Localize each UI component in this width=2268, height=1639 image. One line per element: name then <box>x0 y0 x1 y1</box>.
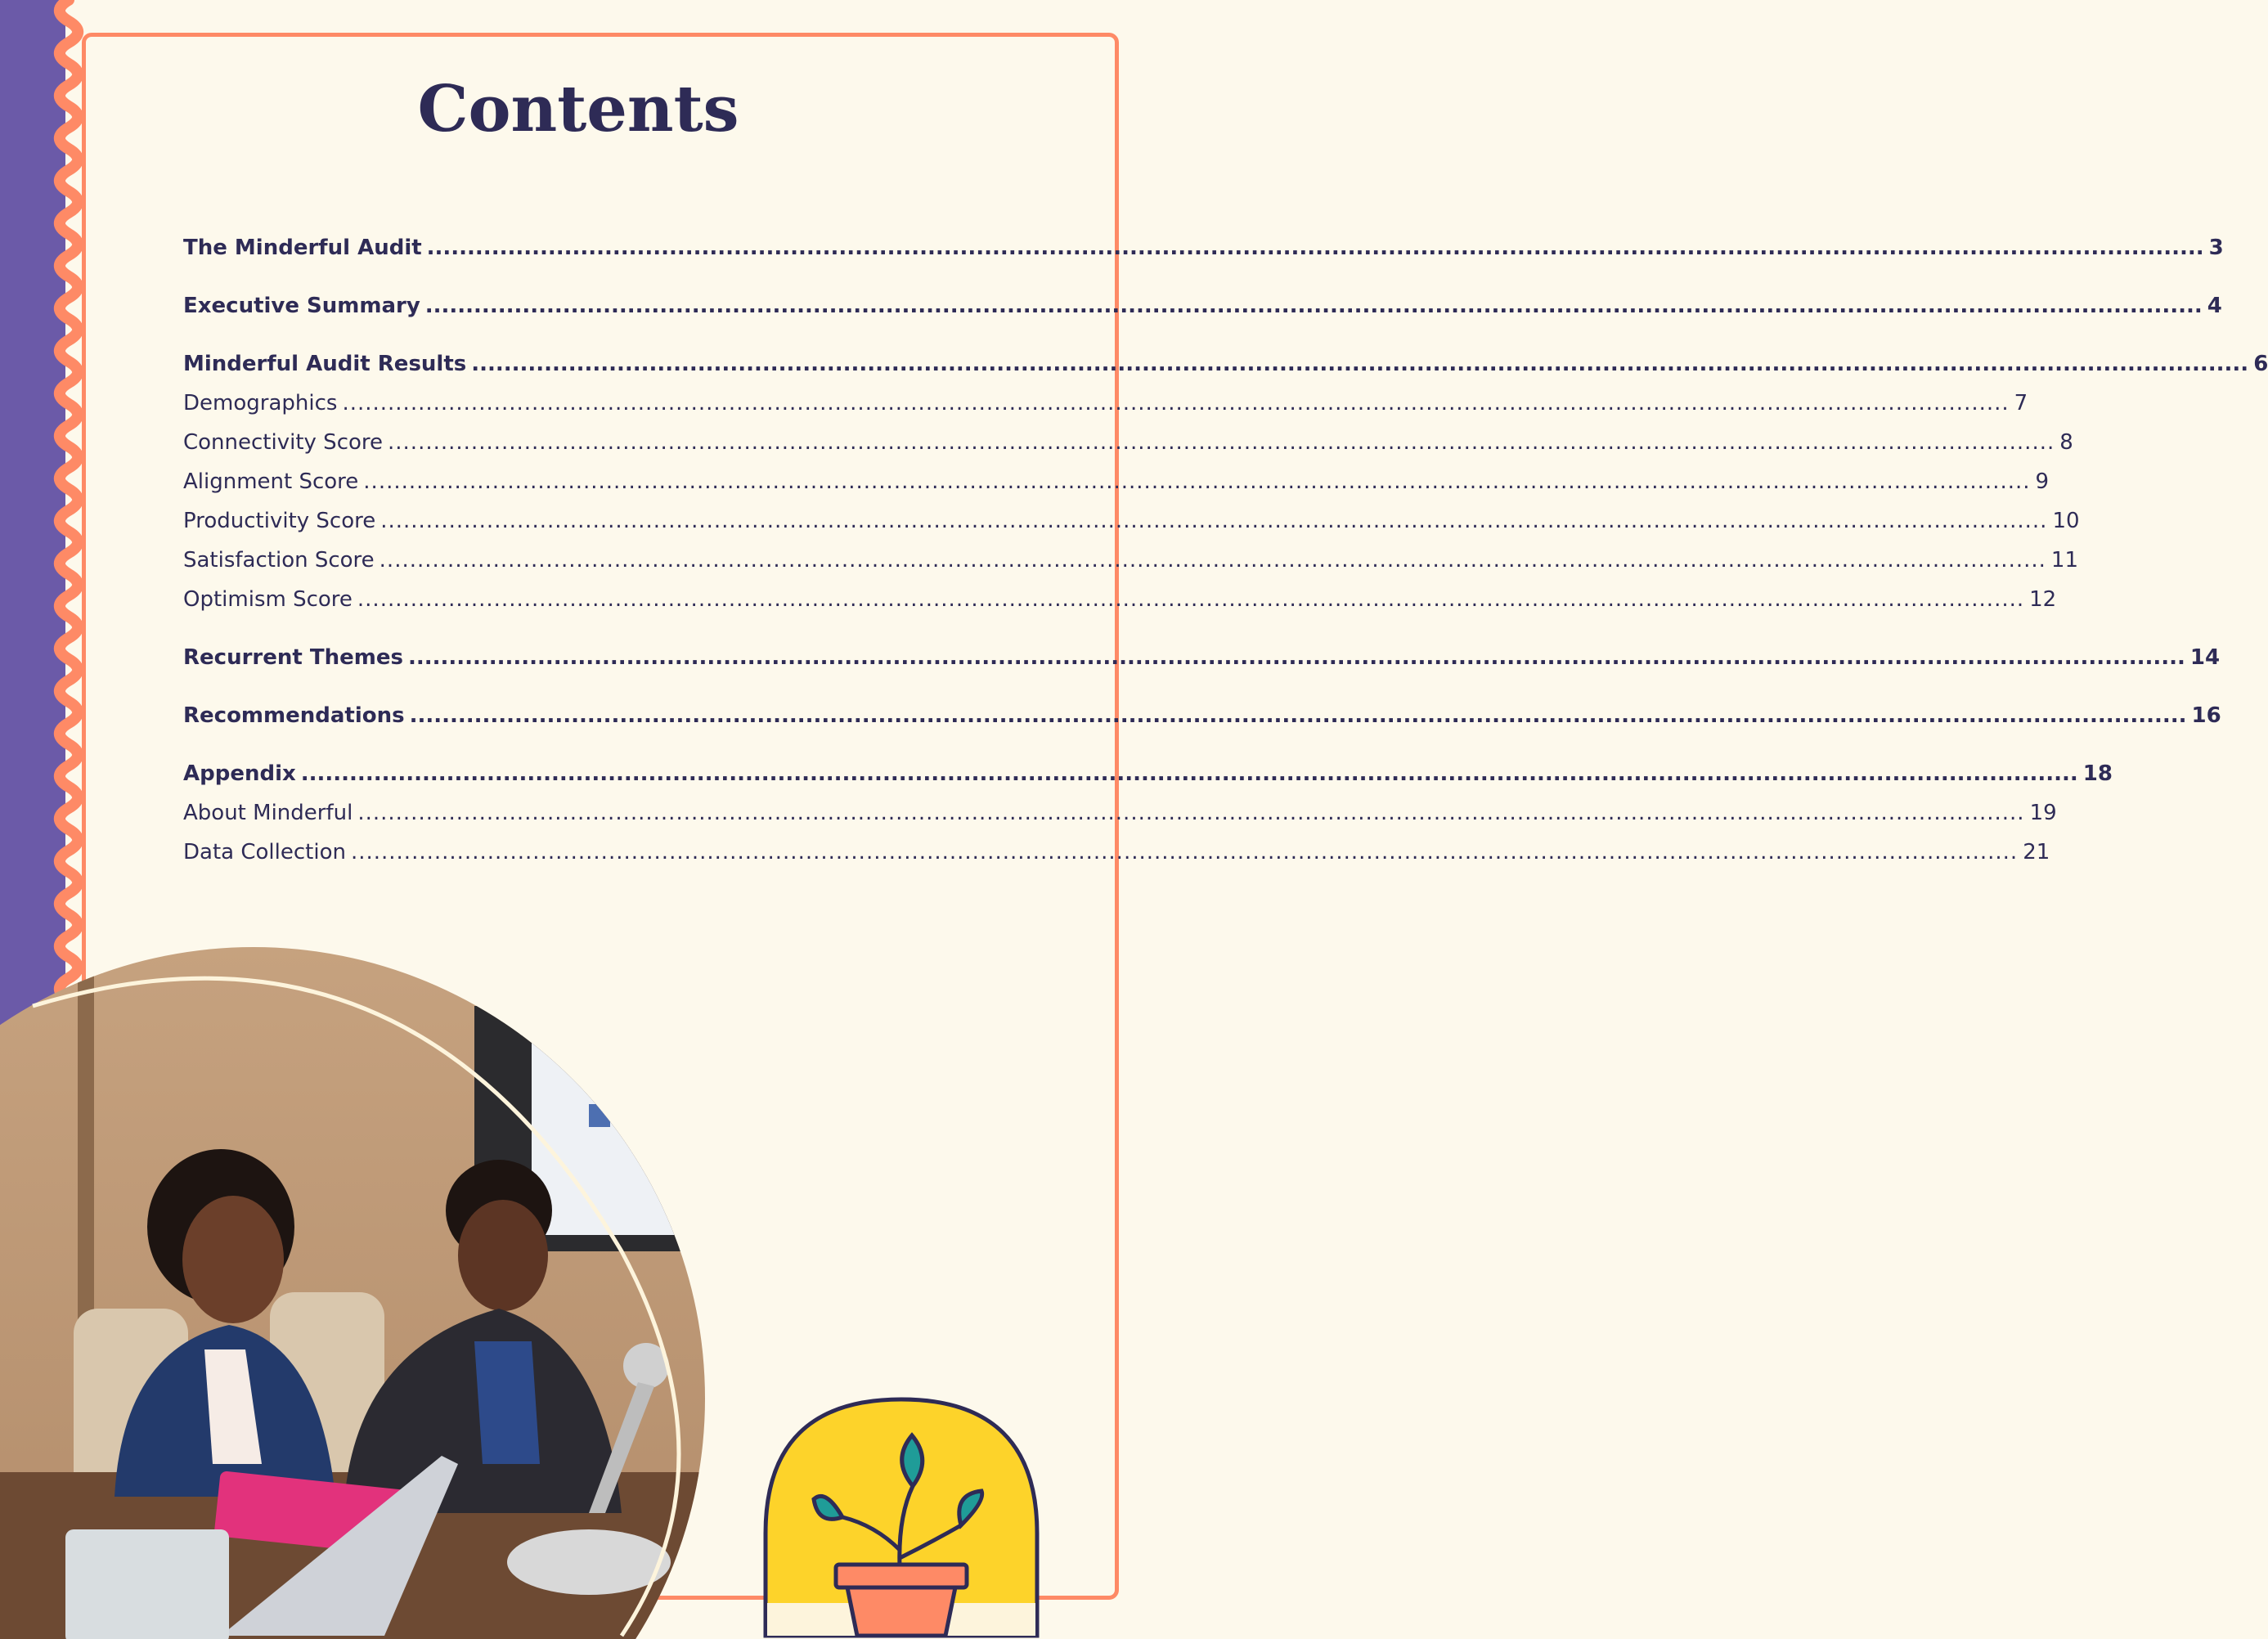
toc-leader-dots: ............................................................................................................................................................................................................................ <box>357 587 2025 612</box>
toc-entry-page: 9 <box>2035 469 2050 494</box>
toc-entry-label: Connectivity Score <box>183 430 384 455</box>
toc-entry-alignment-score[interactable] <box>183 469 2050 509</box>
toc-leader-dots: ............................................................................................................................................................................................................................ <box>388 430 2055 455</box>
toc-entry-page: 4 <box>2207 294 2222 318</box>
toc-entry-label: Minderful Audit Results <box>183 352 467 376</box>
toc-leader-dots: ............................................................................................................................................................................................................................ <box>380 509 2048 533</box>
toc-entry-page: 12 <box>2029 587 2057 612</box>
toc-entry-label: Optimism Score <box>183 587 353 612</box>
toc-leader-dots: ............................................................................................................................................................................................................................ <box>424 294 2203 318</box>
toc-entry-page: 3 <box>2208 236 2224 260</box>
toc-entry-page: 6 <box>2253 352 2268 376</box>
toc-entry-label: Satisfaction Score <box>183 548 375 573</box>
toc-entry-data-collection[interactable] <box>183 840 2050 879</box>
toc-leader-dots: ............................................................................................................................................................................................................................ <box>342 391 2010 415</box>
toc-entry-page: 16 <box>2191 703 2221 728</box>
toc-entry-page: 14 <box>2189 645 2221 670</box>
potted-plant-icon <box>761 1394 1042 1636</box>
toc-entry-label: The Minderful Audit <box>183 236 422 260</box>
toc-entry-about-minderful[interactable] <box>183 801 2057 840</box>
toc-entry-the-minderful-audit[interactable] <box>183 236 2224 275</box>
toc-leader-dots: ............................................................................................................................................................................................................................ <box>350 840 2019 864</box>
toc-entry-demographics[interactable] <box>183 391 2028 430</box>
toc-leader-dots: ............................................................................................................................................................................................................................ <box>407 645 2185 670</box>
toc-leader-dots: ............................................................................................................................................................................................................................ <box>409 703 2187 728</box>
toc-entry-label: Executive Summary <box>183 294 420 318</box>
toc-entry-page: 18 <box>2082 761 2113 786</box>
toc-entry-page: 7 <box>2014 391 2028 415</box>
toc-entry-recommendations[interactable] <box>183 703 2221 743</box>
toc-entry-page: 19 <box>2029 801 2057 825</box>
toc-entry-executive-summary[interactable] <box>183 294 2222 333</box>
toc-entry-page: 21 <box>2023 840 2050 864</box>
toc-leader-dots: ............................................................................................................................................................................................................................ <box>300 761 2078 786</box>
toc-leader-dots: ............................................................................................................................................................................................................................ <box>363 469 2031 494</box>
toc-entry-productivity-score[interactable] <box>183 509 2080 548</box>
toc-entry-minderful-audit-results[interactable] <box>183 352 2268 391</box>
toc-entry-appendix[interactable] <box>183 761 2113 801</box>
toc-entry-label: Recurrent Themes <box>183 645 403 670</box>
toc-entry-label: Alignment Score <box>183 469 359 494</box>
toc-entry-recurrent-themes[interactable] <box>183 645 2221 685</box>
toc-entry-label: Recommendations <box>183 703 405 728</box>
toc-leader-dots: ............................................................................................................................................................................................................................ <box>379 548 2046 573</box>
toc-entry-label: About Minderful <box>183 801 353 825</box>
page-title: Contents <box>417 72 739 146</box>
toc-entry-label: Productivity Score <box>183 509 376 533</box>
toc-entry-page: 11 <box>2050 548 2078 573</box>
toc-entry-label: Data Collection <box>183 840 346 864</box>
toc-entry-satisfaction-score[interactable] <box>183 548 2078 587</box>
table-of-contents <box>183 236 2268 879</box>
toc-leader-dots: ............................................................................................................................................................................................................................ <box>357 801 2025 825</box>
toc-leader-dots: ............................................................................................................................................................................................................................ <box>471 352 2249 376</box>
toc-entry-label: Demographics <box>183 391 338 415</box>
toc-entry-label: Appendix <box>183 761 296 786</box>
toc-entry-optimism-score[interactable] <box>183 587 2057 626</box>
toc-entry-page: 8 <box>2059 430 2073 455</box>
toc-entry-page: 10 <box>2052 509 2080 533</box>
toc-entry-connectivity-score[interactable] <box>183 430 2073 469</box>
toc-leader-dots: ............................................................................................................................................................................................................................ <box>426 236 2204 260</box>
